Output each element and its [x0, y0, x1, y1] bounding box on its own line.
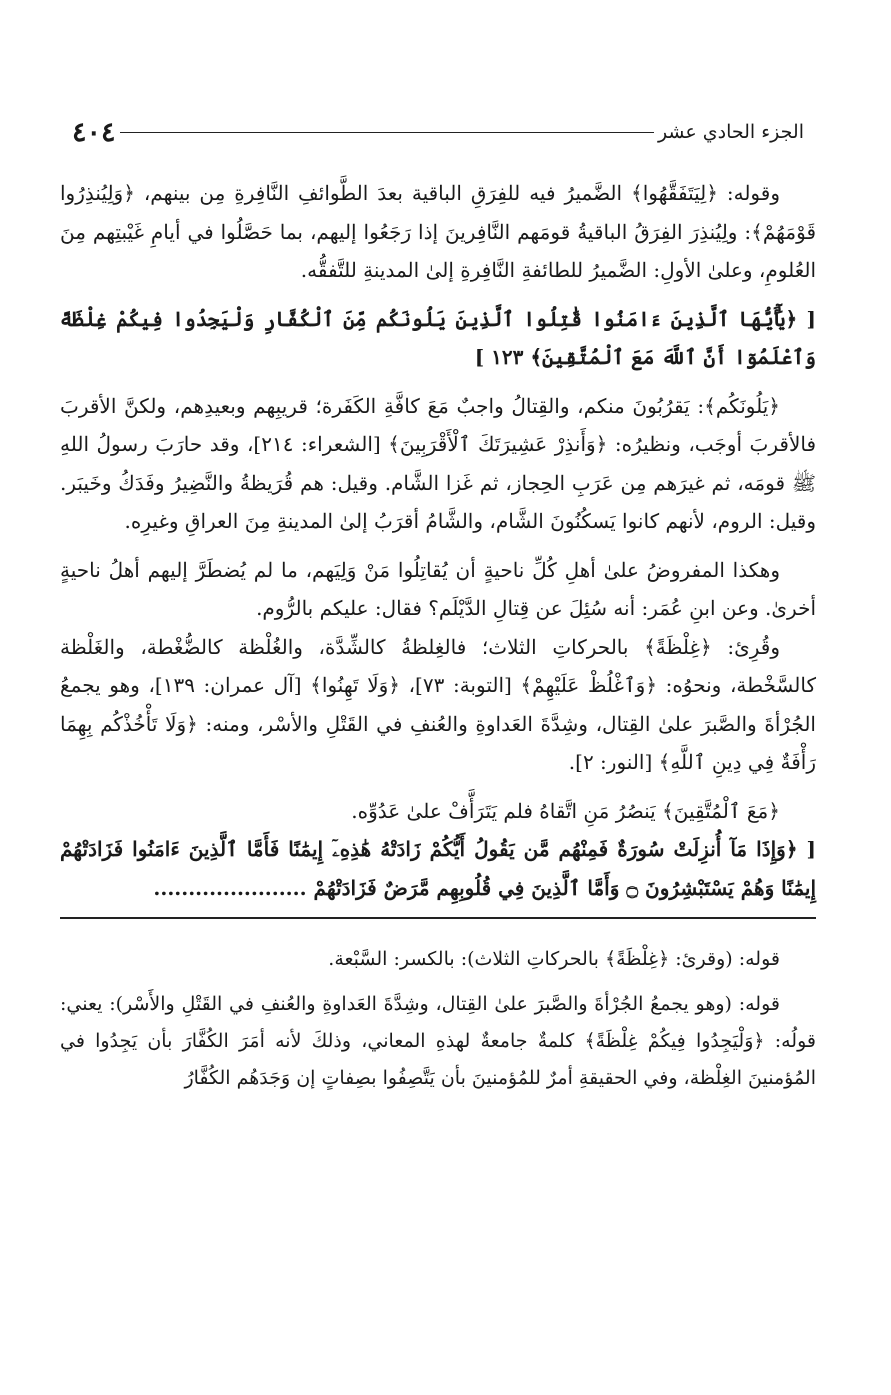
- page: [60, 110, 816, 1097]
- quran-verse-block: [ ﴿يَٰٓأَيُّهَا ٱلَّذِينَ ءَامَنُوا قَٰتِلُوا ٱلَّذِينَ يَلُونَكُم مِّنَ ٱلْكُفَّارِ وَلْيَجِدُوا فِيكُمْ غِلْظَةً وَٱعْلَمُوٓا أَنَّ ٱللَّهَ مَعَ ٱلْمُتَّقِينَ﴾ ١٢٣ ]: [60, 306, 816, 369]
- part-title: الجزء الحادي عشر: [657, 121, 804, 143]
- footnote-paragraph: قوله: (وقرئ: ﴿غِلْظَةً﴾ بالحركاتِ الثلاث): بالكسر: السَّبْعة.: [328, 948, 780, 970]
- quran-verse-block: [ ﴿وَإِذَا مَآ أُنزِلَتْ سُورَةٌ فَمِنْهُم مَّن يَقُولُ أَيُّكُمْ زَادَتْهُ هَٰذِهِۦٓ إِيمَٰنًا فَأَمَّا ٱلَّذِينَ ءَامَنُوا فَزَادَتْهُمْ إِيمَٰنًا وَهُمْ يَسْتَبْشِرُونَ ۝ وَأَمَّا ٱلَّذِينَ فِي قُلُوبِهِم مَّرَضٌ فَزَادَتْهُمْ ......................: [60, 837, 816, 900]
- page-header: [60, 110, 816, 154]
- commentary-paragraph: ﴿يَلُونَكُم﴾: يَقرُبُونَ منكم، والقِتالُ واجبٌ مَعَ كافَّةِ الكَفَرة؛ قريبِهم وبعيدِهم، ولكنَّ الأقربَ فالأقربَ أوجَب، ونظيرُه: ﴿وَأَنذِرْ عَشِيرَتَكَ ٱلْأَقْرَبِينَ﴾ [الشعراء: ٢١٤]، وقد حارَبَ رسولُ اللهِ ﷺ قومَه، ثم غيرَهم مِن عَرَبِ الحِجاز، ثم غَزا الشَّام. وقيل: هم قُرَيظةُ والنَّضِيرُ وفَدَكُ وخَيبَر. وقيل: الروم، لأنهم كانوا يَسكُنُونَ الشَّام، والشَّامُ أقرَبُ إلىٰ المدينةِ مِنَ العراقِ وغيرِه.: [60, 393, 817, 533]
- commentary-paragraph: ﴿مَعَ ٱلْمُتَّقِينَ﴾ يَنصُرُ مَنِ اتَّقاهُ فلم يَتَرَأَّفْ علىٰ عَدُوِّه.: [351, 798, 780, 823]
- footnote-separator: [60, 917, 816, 919]
- header-rule: [120, 132, 654, 133]
- footnotes: [60, 941, 816, 1097]
- main-text: [60, 174, 816, 907]
- commentary-paragraph: وهكذا المفروضُ علىٰ أهلِ كُلِّ ناحيةٍ أن يُقاتِلُوا مَنْ وَلِيَهم، ما لم يُضطَرَّ إليهم أهلُ ناحيةٍ أخرىٰ. وعن ابنِ عُمَر: أنه سُئِلَ عن قِتالِ الدَّيْلَم؟ فقال: عليكم بالرُّوم.: [60, 557, 816, 620]
- commentary-paragraph: وقوله: ﴿لِيَتَفَقَّهُوا﴾ الضَّميرُ فيه للفِرَقِ الباقية بعدَ الطَّوائفِ النَّافِرةِ مِن بينهم، ﴿وَلِيُنذِرُوا قَوْمَهُمْ﴾: ولِيُنذِرَ الفِرَقُ الباقيةُ قومَهم النَّافِرينَ إذا رَجَعُوا إليهم، بما حَصَّلُوا في أيامِ غَيْبتِهم مِنَ العُلومِ، وعلىٰ الأولِ: الضَّميرُ للطائفةِ النَّافِرةِ إلىٰ المدينةِ للتَّفقُّه.: [60, 181, 816, 282]
- commentary-paragraph: وقُرِئ: ﴿غِلْظَةً﴾ بالحركاتِ الثلاث؛ فالغِلظةُ كالشِّدَّة، والغُلْظة كالضُّغْطة، والغَلْظة كالسَّخْطة، ونحوُه: ﴿وَٱغْلُظْ عَلَيْهِمْ﴾ [التوبة: ٧٣]، ﴿وَلَا تَهِنُوا﴾ [آل عمران: ١٣٩]، وهو يجمعُ الجُرْأةَ والصَّبرَ علىٰ القِتال، وشِدَّةَ العَداوةِ والعُنفِ في القَتْلِ والأسْر، ومنه: ﴿وَلَا تَأْخُذْكُم بِهِمَا رَأْفَةٌ فِي دِينِ ٱللَّهِ﴾ [النور: ٢].: [60, 634, 816, 774]
- page-number: ٤٠٤: [72, 116, 116, 148]
- footnote-paragraph: قوله: (وهو يجمعُ الجُرْأةَ والصَّبرَ علىٰ القِتال، وشِدَّةَ العَداوةِ والعُنفِ في القَتْلِ والأَسْر): يعني: قولُه: ﴿وَلْيَجِدُوا فِيكُمْ غِلْظَةً﴾ كلمةٌ جامعةٌ لهذهِ المعاني، وذلكَ لأنه أمَرَ الكُفَّارَ بأن يَجِدُوا في المُؤمنينَ الغِلْظة، وفي الحقيقةِ أمرٌ للمُؤمنينَ بأن يَتَّصِفُوا بصِفاتٍ إن وَجَدَهُم الكُفَّارُ: [60, 993, 816, 1089]
